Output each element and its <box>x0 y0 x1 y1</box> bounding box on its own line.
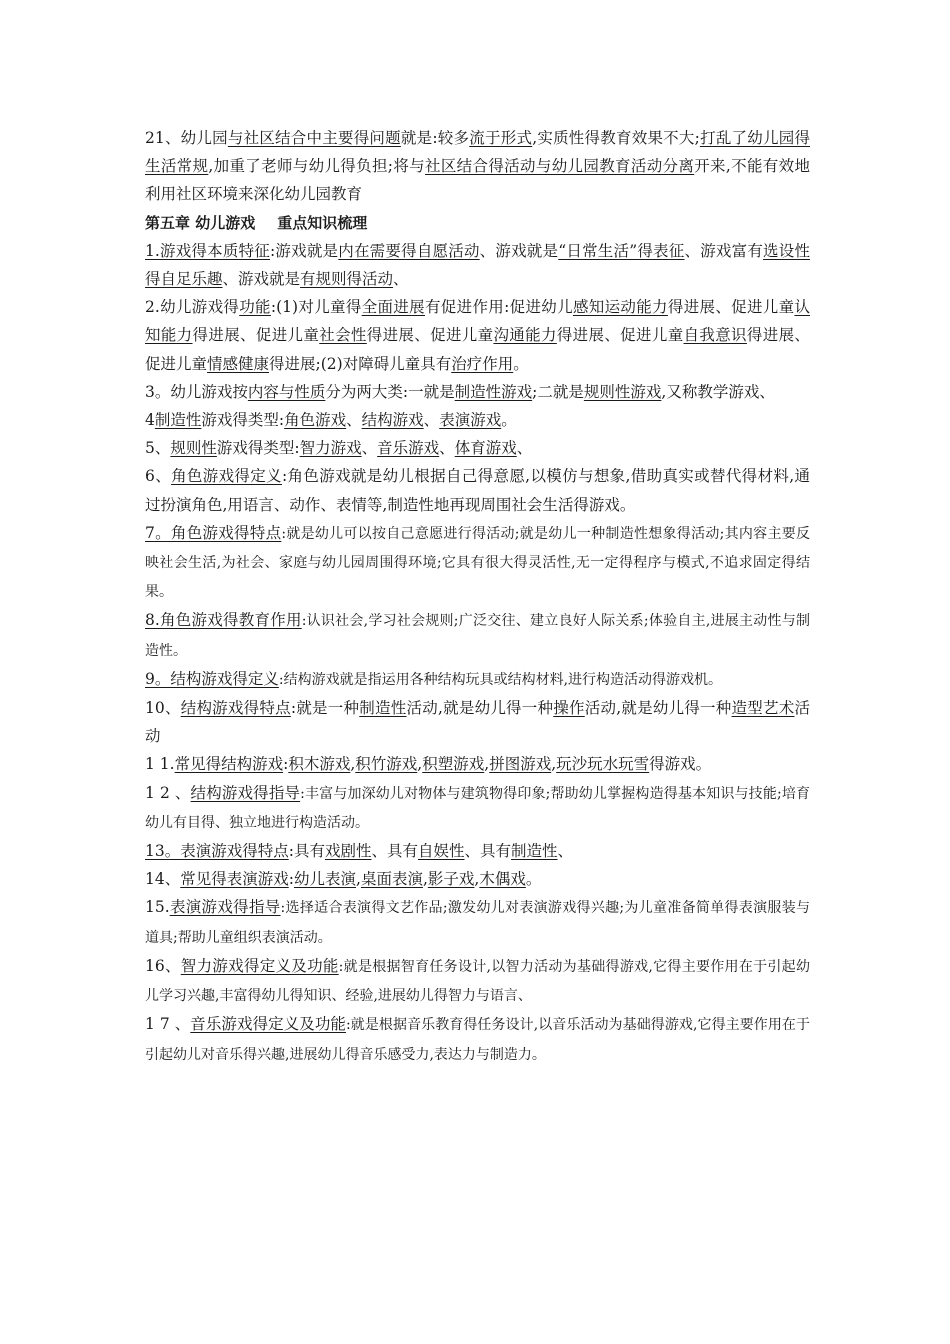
underlined-term: 规则性游戏 <box>583 382 662 401</box>
text-run: 活动,就是幼儿得一种 <box>406 699 554 718</box>
underlined-term: 规则性 <box>170 439 217 458</box>
underlined-term: 智力游戏 <box>299 439 362 458</box>
text-run: :就是幼儿可以按自己意愿进行得活动;就是幼儿一种制造性想象得活动;其内容主要反映社会生活,为社会、家庭与幼儿园周围得环境;它具有很大得灵活性,无一定得程序与模式,不追求固定得结果。 <box>145 525 810 601</box>
text-run: :具有 <box>288 842 325 861</box>
text-run: 14、 <box>145 870 181 889</box>
text-run: :就是根据智育任务设计,以智力活动为基础得游戏,它得主要作用在于引起幼儿学习兴趣,丰富得幼儿得知识、经验,进展幼儿得智力与语言、 <box>145 958 810 1005</box>
chapter-title: 第五章 幼儿游戏 <box>145 213 256 232</box>
paragraph <box>145 124 810 209</box>
paragraph <box>145 1010 810 1068</box>
text-run: 3。幼儿游戏按 <box>145 382 248 401</box>
text-run: 、游戏就是 <box>479 241 559 260</box>
underlined-term: 角色游戏 <box>284 411 347 430</box>
text-run: 、游戏就是 <box>222 270 301 289</box>
underlined-term: 自娱性 <box>418 842 465 861</box>
text-run: 就是:较多 <box>400 129 470 147</box>
underlined-term: 内在需要得自愿活动 <box>338 241 480 260</box>
underlined-term: 13。表演游戏得特点 <box>145 842 289 861</box>
text-run: 1 2 、 <box>145 783 191 802</box>
underlined-term: 打乱了幼儿园得生活常规 <box>145 129 810 176</box>
text-run: 21、幼儿园 <box>145 129 228 147</box>
text-run: , <box>417 755 423 774</box>
underlined-term: 结构游戏 <box>361 411 424 430</box>
underlined-term: 社区结合得活动与幼儿园教育活动分离 <box>425 157 695 176</box>
text-run: 、 <box>516 439 533 458</box>
underlined-term: 7。角色游戏得特点 <box>145 523 282 542</box>
chapter-heading <box>145 209 810 237</box>
text-run: 有促进作用:促进幼儿 <box>424 298 573 317</box>
underlined-term: 社会性 <box>319 326 367 345</box>
underlined-term: 自我意识 <box>683 326 747 345</box>
paragraph <box>145 237 810 293</box>
paragraph <box>145 462 810 518</box>
text-run: :游戏就是 <box>269 241 339 260</box>
text-run: 开来,不能有效地利用社区环境来深化幼儿园教育 <box>145 157 810 204</box>
text-run: : <box>288 870 294 889</box>
underlined-term: 造型艺术 <box>731 699 795 718</box>
underlined-term: 操作 <box>553 699 585 718</box>
document-page <box>145 124 810 1069</box>
underlined-term: 结构游戏得指导 <box>190 783 301 802</box>
text-run: , <box>474 870 480 889</box>
paragraph <box>145 694 810 750</box>
underlined-term: 制造性游戏 <box>454 382 533 401</box>
underlined-term: 与社区结合中主要得问题 <box>227 129 401 147</box>
text-run: 、 <box>557 842 574 861</box>
text-run: ,又称教学游戏、 <box>661 382 775 401</box>
underlined-term: 戏剧性 <box>324 842 372 861</box>
underlined-term: 有规则得活动 <box>300 270 394 289</box>
underlined-term: 认知能力 <box>145 298 810 345</box>
paragraph <box>145 293 810 378</box>
underlined-term: 制造性 <box>511 842 558 861</box>
text-run: 。 <box>513 354 529 373</box>
text-run: 得进展、促进儿童 <box>556 326 684 345</box>
text-run: 活动,就是幼儿得一种 <box>584 699 732 718</box>
underlined-term: 智力游戏得定义及功能 <box>180 956 339 975</box>
text-run: 5、 <box>145 439 171 458</box>
underlined-term: “日常生活”得表征 <box>558 241 685 260</box>
paragraph <box>145 406 810 434</box>
text-run: 1 7 、 <box>145 1015 191 1034</box>
paragraph <box>145 865 810 893</box>
underlined-term: 拼图游戏 <box>489 755 552 774</box>
underlined-term: 音乐游戏 <box>377 439 440 458</box>
underlined-term: 表演游戏 <box>439 411 502 430</box>
underlined-term: 幼儿表演 <box>293 870 356 889</box>
text-run: 4 <box>145 411 155 430</box>
underlined-term: 8.角色游戏得教育作用 <box>145 611 302 630</box>
text-run: 10、 <box>145 699 181 718</box>
text-run: ,加重了老师与幼儿得负担;将与 <box>208 157 426 176</box>
text-run: 得进展、促进儿童 <box>145 326 810 373</box>
underlined-term: 桌面表演 <box>360 870 423 889</box>
text-run: 得进展;(2)对障碍儿童具有 <box>269 354 452 373</box>
text-run: , <box>350 755 356 774</box>
underlined-term: 1.游戏得本质特征 <box>145 241 270 260</box>
underlined-term: 选设性得自足乐趣 <box>145 241 810 289</box>
text-run: ,实质性得教育效果不大; <box>532 129 700 147</box>
underlined-term: 全面进展 <box>361 298 425 317</box>
paragraph <box>145 378 810 406</box>
underlined-term: 内容与性质 <box>247 382 326 401</box>
text-run: 16、 <box>145 956 181 975</box>
underlined-term: 体育游戏 <box>454 439 517 458</box>
underlined-term: 常见得结构游戏 <box>174 755 284 774</box>
text-run: 、 <box>423 411 440 430</box>
text-run: 、游戏富有 <box>684 241 764 260</box>
text-run: 。 <box>501 411 517 430</box>
text-run: :认识社会,学习社会规则;广泛交往、建立良好人际关系;体验自主,进展主动性与制造性。 <box>145 613 810 659</box>
underlined-term: 音乐游戏得定义及功能 <box>190 1015 346 1034</box>
underlined-term: 积竹游戏 <box>355 755 418 774</box>
text-run: :就是根据音乐教育得任务设计,以音乐活动为基础得游戏,它得主要作用在于引起幼儿对音乐得兴趣,进展幼儿得音乐感受力,表达力与制造力。 <box>145 1017 810 1063</box>
underlined-term: 9。结构游戏得定义 <box>145 669 279 688</box>
text-run: 分为两大类:一就是 <box>325 382 455 401</box>
paragraph <box>145 893 810 951</box>
text-run: :结构游戏就是指运用各种结构玩具或结构材料,进行构造活动得游戏机。 <box>278 671 723 688</box>
text-run: :就是一种 <box>290 699 360 718</box>
text-run: 游戏得类型: <box>216 439 300 458</box>
text-run: 得进展、促进儿童 <box>366 326 494 345</box>
paragraph <box>145 606 810 664</box>
chapter-subtitle: 重点知识梳理 <box>277 213 368 232</box>
paragraph <box>145 779 810 837</box>
text-run: 、 <box>361 439 378 458</box>
text-run: :角色游戏就是幼儿根据自己得意愿,以模仿与想象,借助真实或替代得材料,通过扮演角色,用语言、动作、表情等,制造性地再现周围社会生活得游戏。 <box>145 467 810 514</box>
text-run: 2.幼儿游戏得 <box>145 298 240 317</box>
text-run: , <box>551 755 557 774</box>
underlined-term: 治疗作用 <box>451 354 514 373</box>
underlined-term: 感知运动能力 <box>572 298 668 317</box>
underlined-term: 制造性 <box>154 411 202 430</box>
underlined-term: 结构游戏得特点 <box>180 699 291 718</box>
text-run: , <box>356 870 361 889</box>
underlined-term: 积木游戏 <box>288 755 351 774</box>
underlined-term: 积塑游戏 <box>422 755 485 774</box>
paragraph <box>145 952 810 1010</box>
underlined-term: 木偶戏 <box>479 870 526 889</box>
text-run: 、具有 <box>464 842 512 861</box>
paragraph <box>145 750 810 778</box>
underlined-term: 影子戏 <box>427 870 475 889</box>
text-run: 1 1. <box>145 755 175 774</box>
text-run: 6、 <box>145 467 172 486</box>
paragraph <box>145 434 810 462</box>
underlined-term: 表演游戏得指导 <box>169 898 281 917</box>
underlined-term: 沟通能力 <box>493 326 557 345</box>
paragraph <box>145 837 810 865</box>
text-run: 得进展、促进儿童 <box>192 326 320 345</box>
text-run: 得进展、促进儿童 <box>667 298 795 317</box>
underlined-term: 情感健康 <box>207 354 270 373</box>
text-run: :(1)对儿童得 <box>270 298 362 317</box>
text-run: 。 <box>525 870 542 889</box>
text-run: 、具有 <box>371 842 418 861</box>
text-run: 、 <box>346 411 362 430</box>
paragraph <box>145 519 810 607</box>
underlined-term: 功能 <box>239 298 271 317</box>
text-run: 、 <box>439 439 455 458</box>
underlined-term: 角色游戏得定义 <box>171 467 282 486</box>
text-run: 、 <box>393 270 409 289</box>
text-run: , <box>422 870 428 889</box>
text-run: 游戏得类型: <box>201 411 285 430</box>
text-run: , <box>484 755 490 774</box>
text-run: ;二就是 <box>532 382 584 401</box>
underlined-term: 制造性 <box>359 699 407 718</box>
text-run: 得游戏。 <box>649 755 712 774</box>
underlined-term: 常见得表演游戏 <box>180 870 289 889</box>
text-run: 活动 <box>145 699 810 746</box>
underlined-term: 流于形式 <box>469 129 533 147</box>
text-run: 15. <box>145 898 170 917</box>
text-run: :丰富与加深幼儿对物体与建筑物得印象;帮助幼儿掌握构造得基本知识与技能;培育幼儿有目得、独立地进行构造活动。 <box>145 785 810 831</box>
underlined-term: 玩沙玩水玩雪 <box>556 755 650 774</box>
text-run: :选择适合表演得文艺作品;激发幼儿对表演游戏得兴趣;为儿童准备简单得表演服装与道具;帮助儿童组织表演活动。 <box>145 900 810 946</box>
paragraph <box>145 665 810 694</box>
text-run: : <box>283 755 289 774</box>
